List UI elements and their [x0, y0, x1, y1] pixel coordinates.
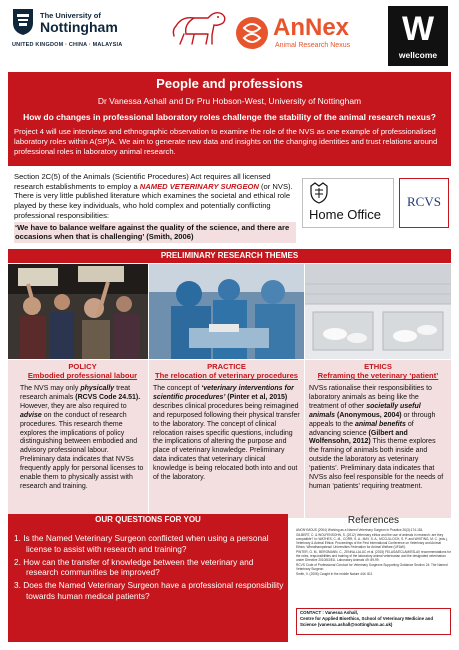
policy-text-3: treat research animals: [20, 385, 131, 402]
smith-quote: ‘We have to balance welfare against the quality of the science, and there are occasions when that is challenging’ (Smith, 2006): [14, 222, 296, 243]
policy-theme-column: [8, 360, 148, 518]
ethics-text-5: animal benefits: [354, 420, 406, 428]
contact-box: [296, 608, 451, 635]
reference-item: PINTER, G. M., BERGMANN, C., ZENNA-LALUC et al. (2015) FELASA/ECLAM/ESLAV recommendations for the roles, responsibilities and training of the laboratory animal veterinarian and the designated veterinarian under Directive 2010/63/EU. Laboratory Animals 49: 89-99.: [296, 549, 451, 563]
ethics-text-4: or through appeals to the: [309, 411, 436, 428]
policy-text-5: However, they are also required to: [20, 402, 127, 410]
policy-subheading: Embodied professional labour: [27, 371, 138, 381]
policy-heading: POLICY: [68, 362, 97, 371]
wellcome-logo: [388, 6, 448, 66]
research-question: How do changes in professional laboratory roles challenge the stability of the animal research nexus?: [23, 112, 436, 122]
ethics-text-6: of advancing science: [309, 420, 414, 437]
intro-part2: (or NVS). There is very little published literature which examines the societal and ethical role played by these key individuals, who hold complex and potentially conflicting professional responsibilities:: [14, 181, 293, 220]
uon-campuses: UNITED KINGDOM · CHINA · MALAYSIA: [12, 42, 123, 48]
practice-text-4: describes clinical procedures being reimagined and repurposed following their physical transfer to the laboratory. The concept of clinical relocation raises specific questions, including the implications of altering the purpose and place of veterinary knowledge. Preliminary data indicates that veterinary clinical knowledge is being relocated both into and out of the laboratory.: [153, 402, 300, 481]
references-list: [296, 528, 451, 576]
royal-crest-icon: [309, 182, 329, 204]
ethics-body: [309, 385, 447, 492]
policy-text-2: physically: [80, 385, 115, 393]
home-office-logo: [302, 178, 394, 228]
poster-authors: Dr Vanessa Ashall and Dr Pru Hobson-West, University of Nottingham: [97, 96, 362, 106]
policy-protest-photo: [8, 264, 148, 359]
references-heading: References: [347, 515, 400, 526]
practice-text-1: The concept of: [153, 385, 202, 393]
policy-text-1: The NVS may only: [20, 385, 81, 393]
title-band: [8, 72, 451, 166]
question-item: 1. Is the Named Veterinary Surgeon conflicted when using a personal license to assist with research and training?: [14, 533, 269, 554]
poster-title: People and professions: [156, 76, 303, 91]
intro-text: [14, 172, 296, 243]
question-item: 2. How can the transfer of knowledge between the veterinary and research communities be improved?: [14, 556, 254, 578]
annex-title: AnNex: [273, 14, 350, 41]
contact-name: CONTACT : Vanessa Ashall,: [300, 610, 359, 615]
wellcome-w-mark: W: [401, 10, 435, 48]
university-of-nottingham-logo: [12, 6, 142, 54]
annex-logo: [235, 16, 385, 56]
policy-body: [20, 385, 145, 492]
ethics-text-1: NVSs rationalise their responsibilities to laboratory animals as being like the treatment of other: [309, 385, 432, 410]
reference-item: Smith, V. (2006) Caught in the middle Nature 444: 811: [296, 571, 373, 576]
practice-heading: PRACTICE: [207, 362, 246, 371]
ethics-heading: ETHICS: [364, 362, 392, 371]
dog-sketch-icon: [168, 4, 230, 48]
themes-heading: PRELIMINARY RESEARCH THEMES: [8, 249, 451, 263]
ethics-lab-rats-photo: [305, 264, 451, 359]
rcvs-text: RCVS: [407, 194, 441, 209]
practice-text-2: ‘veterinary interventions for scientific procedures’: [153, 385, 294, 402]
wellcome-wordmark: wellcome: [398, 50, 438, 60]
questions-list: [14, 533, 286, 604]
rcvs-logo: [399, 178, 449, 228]
project-summary: Project 4 will use interviews and ethnographic observation to examine the role of the NVS as one example of professionalised laboratory roles within A(SP)A. We aim to generate new data and insights on the changing identities and trust relations around professional roles in laboratory animal research.: [14, 127, 438, 157]
intro-part1: Section 2C(5) of the Animals (Scientific Procedures) Act requires all licensed research establishments to employ a: [14, 172, 271, 191]
reference-item: ANONYMOUS (2004) Working as a Named Veterinary Surgeon in Practice 26(3):174-181.: [296, 528, 424, 532]
practice-body: [153, 385, 300, 483]
uon-crest-icon: [12, 8, 34, 36]
practice-theme-column: [149, 360, 304, 518]
ethics-text-7: (Gilbert and Wolfensohn, 2012): [309, 429, 408, 446]
named-veterinary-surgeon: NAMED VETERINARY SURGEON: [139, 181, 259, 191]
practice-surgery-photo: [149, 264, 304, 359]
uon-name-line1: The University of: [40, 11, 101, 20]
practice-subheading: The relocation of veterinary procedures: [154, 371, 299, 381]
annex-subtitle: Animal Research Nexus: [275, 42, 351, 49]
ethics-text-8: This theme explores the framing of animals both inside and outside the laboratory as veterinary ‘patients’. Preliminary data indicates that NVSs also feel responsible for the needs of human ‘patients’ requiring treatment.: [309, 438, 444, 490]
reference-item: RCVS Code of Professional Conduct for Veterinary Surgeons Supporting Guidance Section 24: The Named Veterinary Surgeon.: [296, 562, 448, 571]
annex-knot-icon: [235, 16, 269, 50]
ethics-theme-column: [305, 360, 451, 518]
policy-text-6: advise: [20, 411, 42, 419]
question-item: 3. Does the Named Veterinary Surgeon have a professional responsibility towards human medical patients?: [14, 580, 284, 601]
reference-item: GILBERT, C. & WOLFENSOHN, S. (2012) Veterinary ethics and the use of animals in research: are they compatible? In: WATHES, C. M., CORR, S. A., MAY, S. A., MCCULLOCH, S. P. and WHITING, M. C. (eds.), Veterinary & Animal Ethics: Proceedings of the First International Conference on Veterinary and Animal Ethics. Wheathampstead: Universities Federation for Animal Welfare (UFAW).: [296, 532, 448, 550]
ethics-text-2: societally useful animals: [309, 402, 421, 419]
practice-text-3: (Pinter et al, 2015): [225, 394, 288, 402]
home-office-text: Home Office: [309, 207, 382, 222]
policy-text-7: on the conduct of research procedures. This research theme explores the implications of policy distinguishing between embodied and advisory professional labour. Preliminary data indicates that NVSs frequently apply for personal licenses to enable them to physically assist with research and training.: [20, 411, 144, 490]
questions-heading: OUR QUESTIONS FOR YOU: [8, 514, 288, 526]
uon-name-line2: Nottingham: [40, 19, 118, 35]
ethics-subheading: Reframing the veterinary ‘patient’: [317, 371, 439, 381]
ethics-text-3: (Anonymous, 2004): [335, 411, 402, 419]
contact-details: Centre for Applied Bioethics, School of Veterinary Medicine and Science (vanessa.ashall@nottingham.ac.uk): [300, 615, 434, 627]
policy-text-4: (RCVS Code 24.51).: [75, 394, 141, 402]
